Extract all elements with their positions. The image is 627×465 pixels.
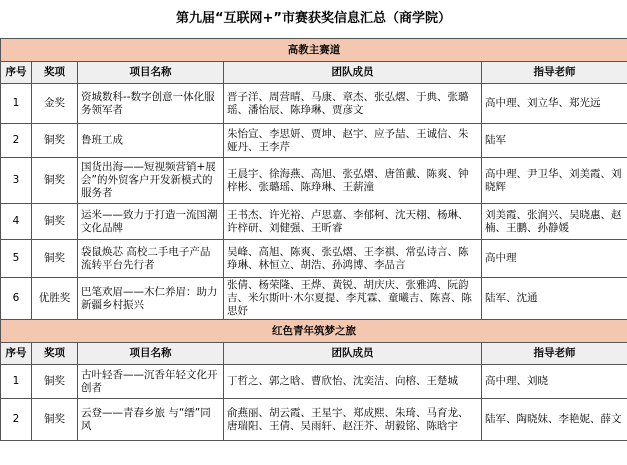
row-project: 运米——致力于打造一流国潮文化品牌: [78, 204, 224, 240]
row-advisors: 高中理、尹卫华、刘美霞、刘晓辉: [482, 158, 627, 204]
row-members: 朱怡宣、李思妍、贾坤、赵宇、应予喆、王诚信、朱娅丹、王李芹: [224, 124, 482, 158]
row-members: 晋子洋、周营晴、马康、章杰、张弘熠、于典、张璐瑶、潘怡辰、陈琤琳、贾彦文: [224, 84, 482, 124]
row-project: 袋鼠焕芯 高校二手电子产品流转平台先行者: [78, 240, 224, 278]
row-award: 铜奖: [32, 399, 78, 441]
header-award: 奖项: [32, 343, 78, 365]
row-project: 云登——青春乡旅 与“缙”同风: [78, 399, 224, 441]
header-num: 序号: [1, 62, 32, 84]
section-row: [1, 39, 627, 62]
row-num: 1: [1, 84, 32, 124]
header-members: 团队成员: [224, 62, 482, 84]
row-members: 吴峰、高旭、陈爽、张弘熠、王李祺、常弘诗言、陈琤琳、林恒立、胡浩、孙鸿博、李品言: [224, 240, 482, 278]
row-advisors: 陆军、陶晓妹、李艳妮、薛文: [482, 399, 627, 441]
row-members: 丁哲之、郭之晗、曹欣怡、沈奕洁、向榕、王楚城: [224, 365, 482, 399]
header-award: 奖项: [32, 62, 78, 84]
row-advisors: 高中理: [482, 240, 627, 278]
section-title-red-youth: 红色青年筑梦之旅: [1, 320, 627, 343]
row-advisors: 陆军: [482, 124, 627, 158]
row-award: 优胜奖: [32, 278, 78, 320]
row-project: 古叶轻香——沉香年轻文化开创者: [78, 365, 224, 399]
row-num: 1: [1, 365, 32, 399]
row-award: 铜奖: [32, 240, 78, 278]
table-row: [1, 158, 627, 204]
document-title: 第九届“互联网+”市赛获奖信息汇总（商学院）: [176, 11, 451, 26]
row-num: 5: [1, 240, 32, 278]
row-award: 铜奖: [32, 158, 78, 204]
table-row: [1, 365, 627, 399]
row-advisors: 高中理、刘晓: [482, 365, 627, 399]
header-advisors: 指导老师: [482, 62, 627, 84]
header-num: 序号: [1, 343, 32, 365]
header-members: 团队成员: [224, 343, 482, 365]
row-project: 资城数科--数字创意一体化服务领军者: [78, 84, 224, 124]
header-project: 项目名称: [78, 62, 224, 84]
header-advisors: 指导老师: [482, 343, 627, 365]
row-num: 2: [1, 399, 32, 441]
row-project: 巴笔欢眉——木仁养眉：助力新疆乡村振兴: [78, 278, 224, 320]
awards-table: [0, 38, 627, 441]
row-members: 王书杰、许光裕、卢思嘉、李郁柯、沈天栩、杨琳、许梓研、刘健强、王昕睿: [224, 204, 482, 240]
table-row: [1, 84, 627, 124]
header-row: [1, 62, 627, 84]
row-members: 张倩、杨荣隆、王烨、黄锐、胡庆庆、张雅鸿、阮韵吉、米尔斯叶·木尔夏提、李芃霖、童曦吉、陈喜、陈思妤: [224, 278, 482, 320]
row-num: 4: [1, 204, 32, 240]
row-advisors: 刘美霞、张润兴、吴晓惠、赵楠、王鹏、孙静媛: [482, 204, 627, 240]
row-num: 2: [1, 124, 32, 158]
row-num: 3: [1, 158, 32, 204]
row-project: 鲁班工成: [78, 124, 224, 158]
table-row: [1, 204, 627, 240]
row-members: 俞燕丽、胡云霞、王星宇、郑成熙、朱琦、马育龙、唐瑞阳、王倩、吴雨轩、赵汪芥、胡毅铭、陈晗宇: [224, 399, 482, 441]
row-advisors: 高中理、刘立华、郑光远: [482, 84, 627, 124]
row-project: 国货出海——短视频营销+展会”的外贸客户开发新模式的服务者: [78, 158, 224, 204]
table-row: [1, 399, 627, 441]
table-row: [1, 278, 627, 320]
header-project: 项目名称: [78, 343, 224, 365]
row-members: 王晨宇、徐海燕、高旭、张弘熠、唐笛戴、陈爽、钟梓彬、张璐瑶、陈琤琳、王薪潼: [224, 158, 482, 204]
table-row: [1, 124, 627, 158]
row-award: 铜奖: [32, 124, 78, 158]
row-award: 铜奖: [32, 365, 78, 399]
row-award: 铜奖: [32, 204, 78, 240]
row-award: 金奖: [32, 84, 78, 124]
row-num: 6: [1, 278, 32, 320]
header-row: [1, 343, 627, 365]
awards-table-body: [1, 39, 627, 441]
section-title-main-track: 高教主赛道: [1, 39, 627, 62]
row-advisors: 陆军、沈通: [482, 278, 627, 320]
section-row: [1, 320, 627, 343]
table-row: [1, 240, 627, 278]
